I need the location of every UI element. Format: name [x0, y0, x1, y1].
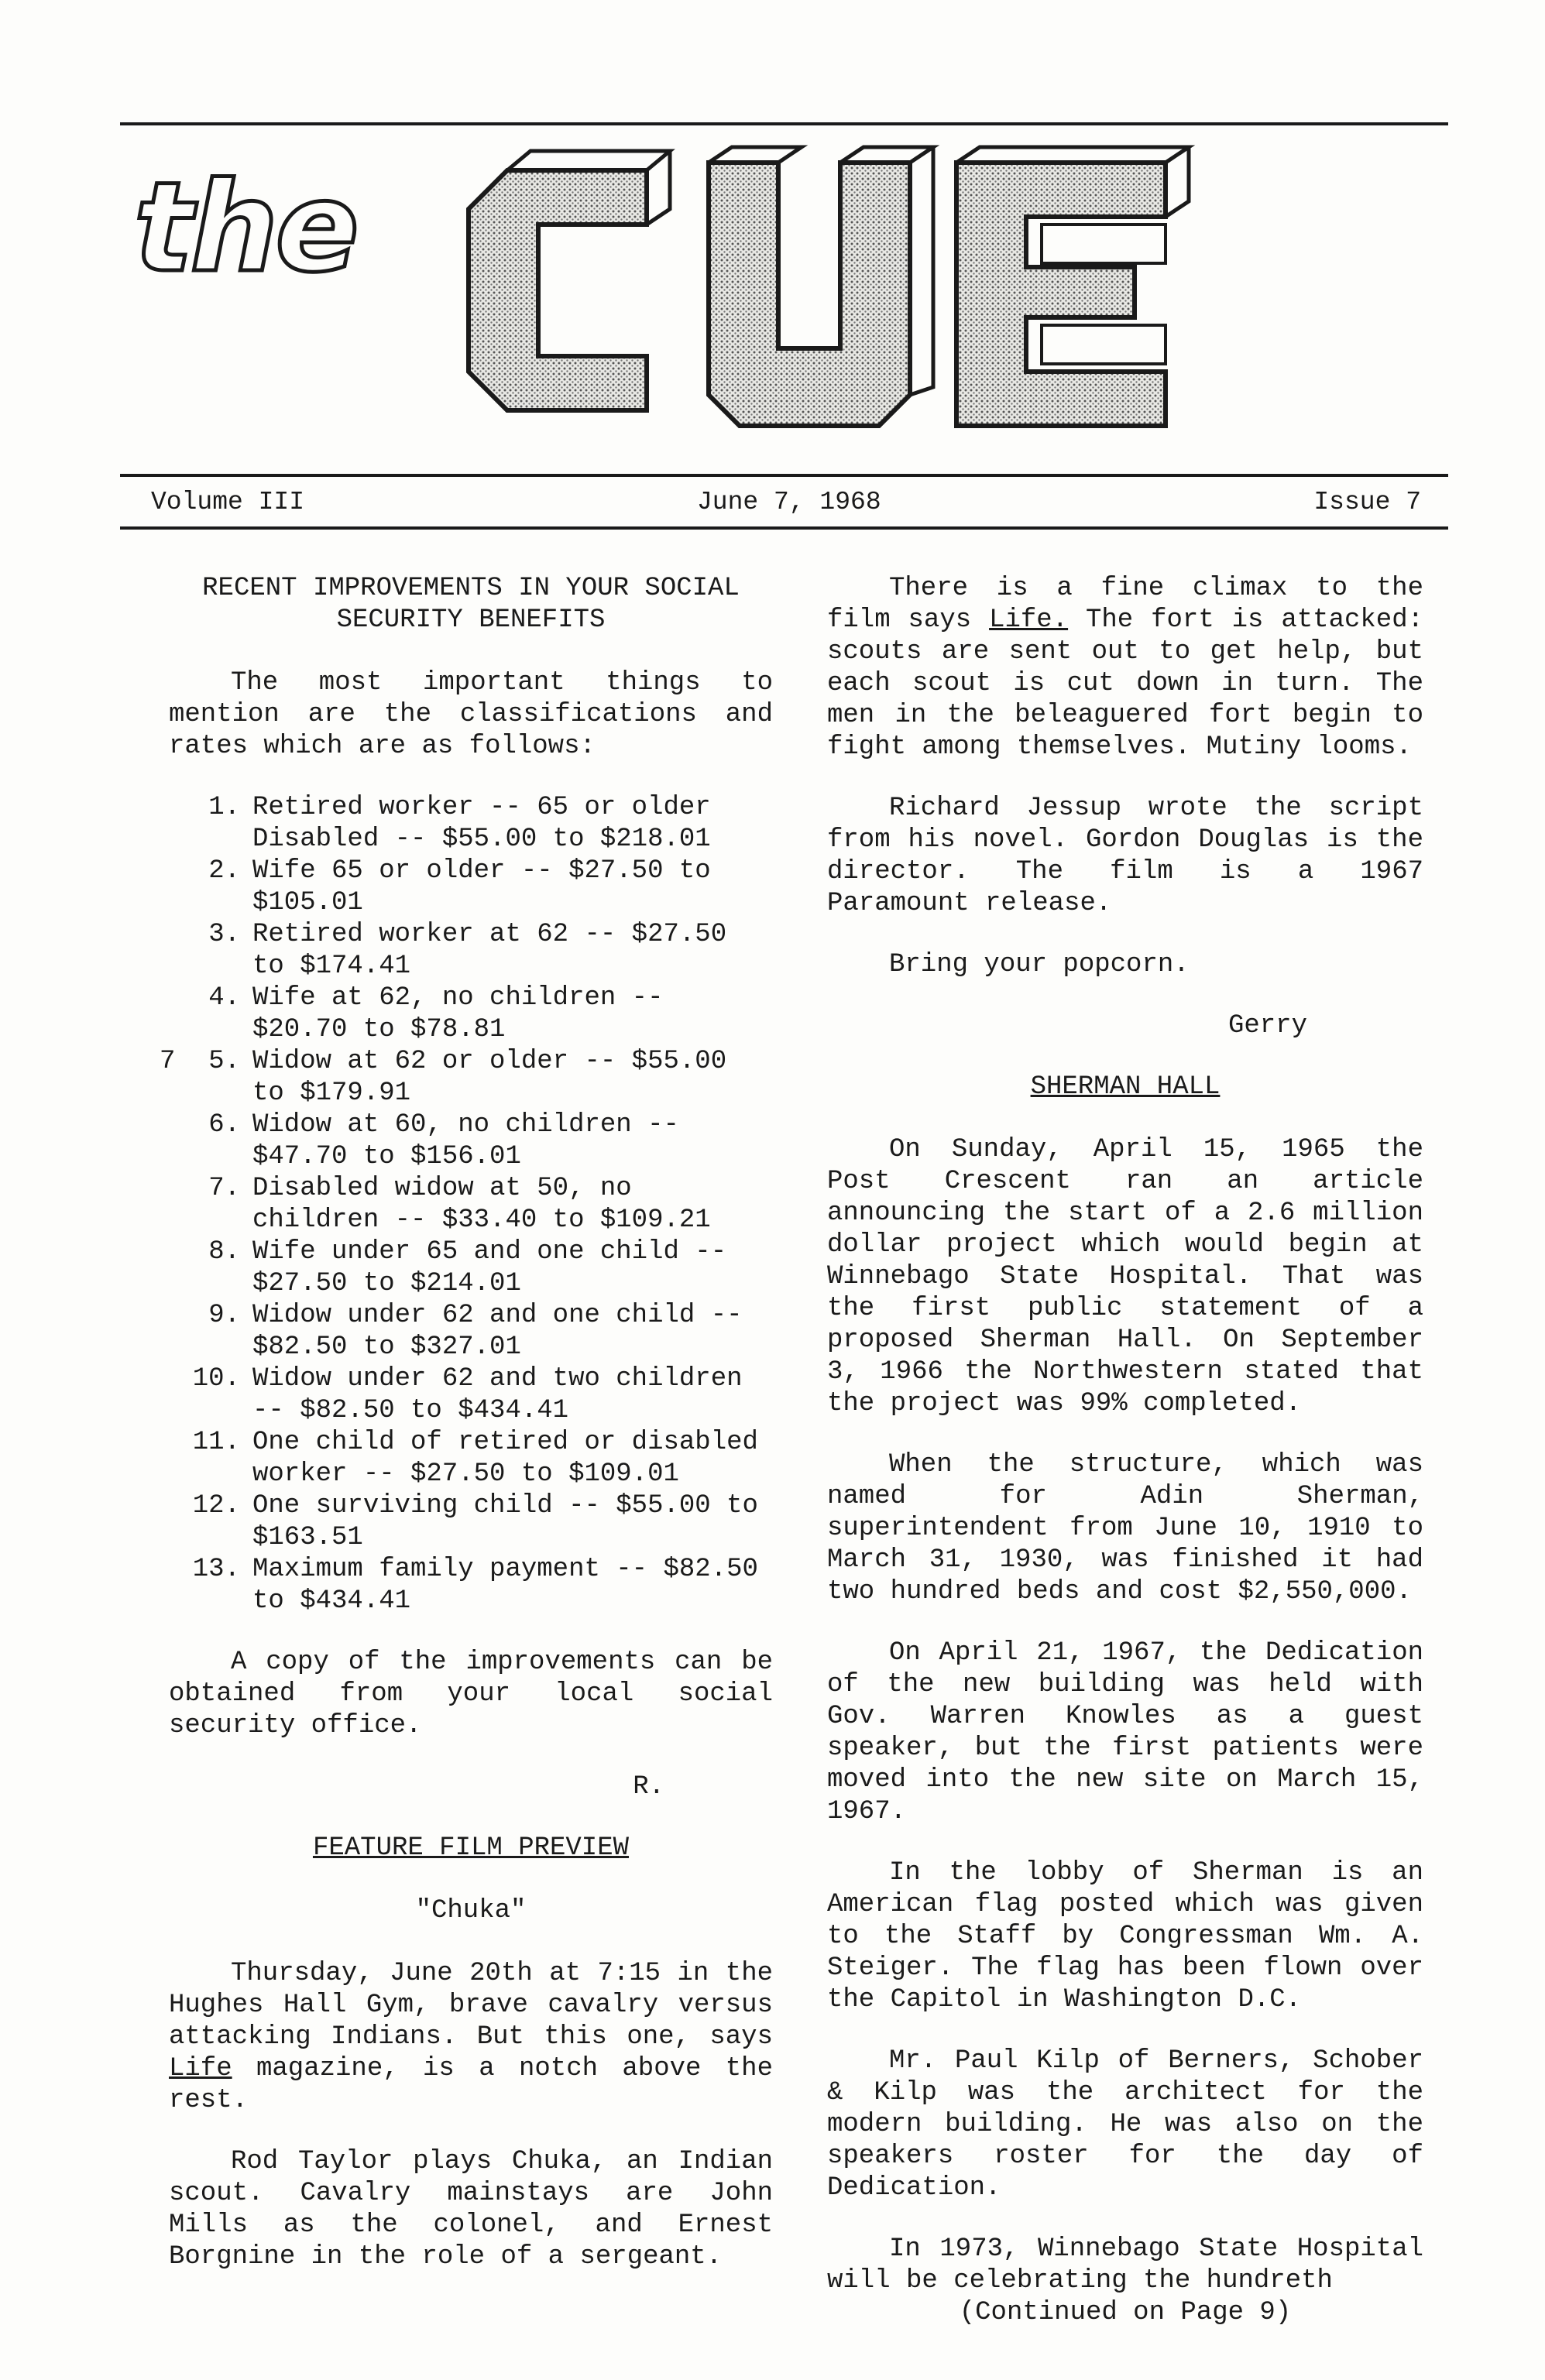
benefit-number: 6. [208, 1110, 240, 1140]
benefit-number: 1. [208, 793, 240, 822]
masthead-top-rule [120, 122, 1448, 125]
meta-rule [120, 526, 1448, 530]
benefit-item [169, 856, 773, 919]
sherman-paragraph-6: In 1973, Winnebago State Hospital will be celebrating the hundreth [827, 2234, 1423, 2296]
film-paragraph-4: Richard Jessup wrote the script from his novel. Gordon Douglas is the director. The film is a 1967 Paramount release. [827, 794, 1423, 918]
film-paragraph-2: Rod Taylor plays Chuka, an Indian scout. Cavalry mainstays are John Mills as the colonel, and Ernest Borgnine in the role of a sergeant. [169, 2147, 773, 2272]
social-security-copy: A copy of the improvements can be obtained from your local social security office. [169, 1648, 773, 1740]
benefit-item [169, 1427, 773, 1490]
film-paragraph-1 [169, 1958, 773, 2117]
film-title: "Chuka" [415, 1896, 527, 1926]
sherman-paragraph-5: Mr. Paul Kilp of Berners, Schober & Kilp was the architect for the modern building. He was also on the speakers roster for the day of Dedication. [827, 2046, 1423, 2203]
benefit-number: 4. [208, 983, 240, 1013]
cue-logo-e [956, 163, 1166, 426]
continued-note: (Continued on Page 9) [959, 2298, 1292, 2327]
sherman-paragraph-2: When the structure, which was named for Adin Sherman, superintendent from June 10, 1910 to March 31, 1930, was finished it had two hundred beds and cost $2,550,000. [827, 1450, 1423, 1607]
benefit-text: Retired worker -- 65 or older Disabled -- $55.00 to $218.01 [252, 793, 711, 854]
social-security-intro: The most important things to mention are the classifications and rates which are as follows: [169, 668, 773, 761]
benefit-text: Wife at 62, no children -- $20.70 to $78.81 [252, 983, 664, 1044]
masthead-bottom-rule [120, 474, 1448, 477]
social-security-heading-line2: SECURITY BENEFITS [336, 605, 606, 635]
benefit-number: 11. [192, 1428, 240, 1457]
issue-meta-row [151, 488, 1421, 526]
right-column [827, 573, 1423, 2329]
masthead-the: the [134, 155, 356, 300]
film-p1-text-a: Thursday, June 20th at 7:15 in the Hughes Hall Gym, brave cavalry versus attacking Indians. But this one, says [169, 1959, 773, 2052]
volume-label: Volume III [151, 488, 305, 516]
cue-logo-u [709, 163, 910, 426]
film-p1-text-b: magazine, is a notch above the rest. [169, 2054, 773, 2115]
cue-logo [422, 139, 1274, 465]
benefit-item [169, 919, 773, 983]
benefit-text: Wife under 65 and one child -- $27.50 to $214.01 [252, 1237, 727, 1298]
benefit-item [169, 1236, 773, 1300]
benefit-text: Maximum family payment -- $82.50 to $434.41 [252, 1555, 758, 1616]
social-security-heading [169, 573, 773, 636]
sherman-paragraph-3: On April 21, 1967, the Dedication of the new building was held with Gov. Warren Knowles as a guest speaker, but the first patients were moved into the new site on March 15, 1967. [827, 1638, 1423, 1826]
film-paragraph-5: Bring your popcorn. [889, 950, 1190, 979]
sherman-paragraph-1: On Sunday, April 15, 1965 the Post Crescent ran an article announcing the start of a 2.6 million dollar project which would begin at Winnebago State Hospital. That was the first public statement of a proposed Sherman Hall. On September 3, 1966 the Northwestern stated that the project was 99% completed. [827, 1135, 1423, 1418]
benefit-item [169, 983, 773, 1046]
benefit-item [169, 1554, 773, 1617]
benefit-number: 2. [208, 856, 240, 886]
film-p3-text-a: There is a fine climax to the film says [827, 574, 1423, 635]
issue-date: June 7, 1968 [697, 488, 881, 516]
social-security-signature: R. [633, 1772, 664, 1802]
benefit-number: 8. [208, 1237, 240, 1267]
benefit-text: Widow at 60, no children -- $47.70 to $156.01 [252, 1110, 679, 1171]
life-magazine-ref: Life [169, 2054, 232, 2083]
benefit-number: 3. [208, 920, 240, 949]
benefit-number: 7. [208, 1174, 240, 1203]
benefit-item [169, 1300, 773, 1363]
benefit-text: Retired worker at 62 -- $27.50 to $174.41 [252, 920, 727, 981]
benefits-list [160, 792, 773, 1617]
cue-logo-c [469, 170, 647, 410]
benefit-number: 13. [192, 1555, 240, 1584]
benefit-text: Widow under 62 and two children -- $82.50 to $434.41 [252, 1364, 743, 1425]
benefit-text: Widow at 62 or older -- $55.00 to $179.91 [252, 1047, 727, 1108]
benefit-text: One surviving child -- $55.00 to $163.51 [252, 1491, 758, 1552]
benefit-text: One child of retired or disabled worker -- $27.50 to $109.01 [252, 1428, 758, 1489]
benefit-text: Wife 65 or older -- $27.50 to $105.01 [252, 856, 711, 917]
benefit-number: 12. [192, 1491, 240, 1521]
issue-number: Issue 7 [1313, 488, 1421, 516]
benefit-text: Disabled widow at 50, no children -- $33.40 to $109.21 [252, 1174, 711, 1235]
benefit-item [160, 1046, 773, 1109]
benefit-number: 10. [192, 1364, 240, 1394]
masthead [128, 139, 1444, 465]
benefit-item [169, 1173, 773, 1236]
social-security-heading-line1: RECENT IMPROVEMENTS IN YOUR SOCIAL [202, 574, 740, 603]
film-heading: FEATURE FILM PREVIEW [312, 1833, 630, 1863]
benefit-number: 9. [208, 1301, 240, 1330]
benefit-item [169, 1490, 773, 1554]
left-column [160, 573, 773, 2303]
benefit-text: Widow under 62 and one child -- $82.50 to $327.01 [252, 1301, 743, 1362]
film-paragraph-3 [827, 573, 1423, 763]
benefit-item [169, 1109, 773, 1173]
film-signature: Gerry [1227, 1011, 1307, 1041]
benefit-number: 5. [208, 1047, 240, 1076]
sherman-paragraph-4: In the lobby of Sherman is an American flag posted which was given to the Staff by Congressman Wm. A. Steiger. The flag has been flown over the Capitol in Washington D.C. [827, 1858, 1423, 2015]
benefit-margin-mark: 7 [160, 1047, 176, 1076]
benefit-item [169, 1363, 773, 1427]
film-p3-text-b: The fort is attacked: scouts are sent out to get help, but each scout is cut down in turn. The men in the beleaguered fort begin to fight among themselves. Mutiny looms. [827, 605, 1423, 762]
benefit-item [169, 792, 773, 856]
sherman-hall-heading: SHERMAN HALL [1030, 1072, 1221, 1102]
life-magazine-ref-2: Life. [989, 605, 1069, 635]
